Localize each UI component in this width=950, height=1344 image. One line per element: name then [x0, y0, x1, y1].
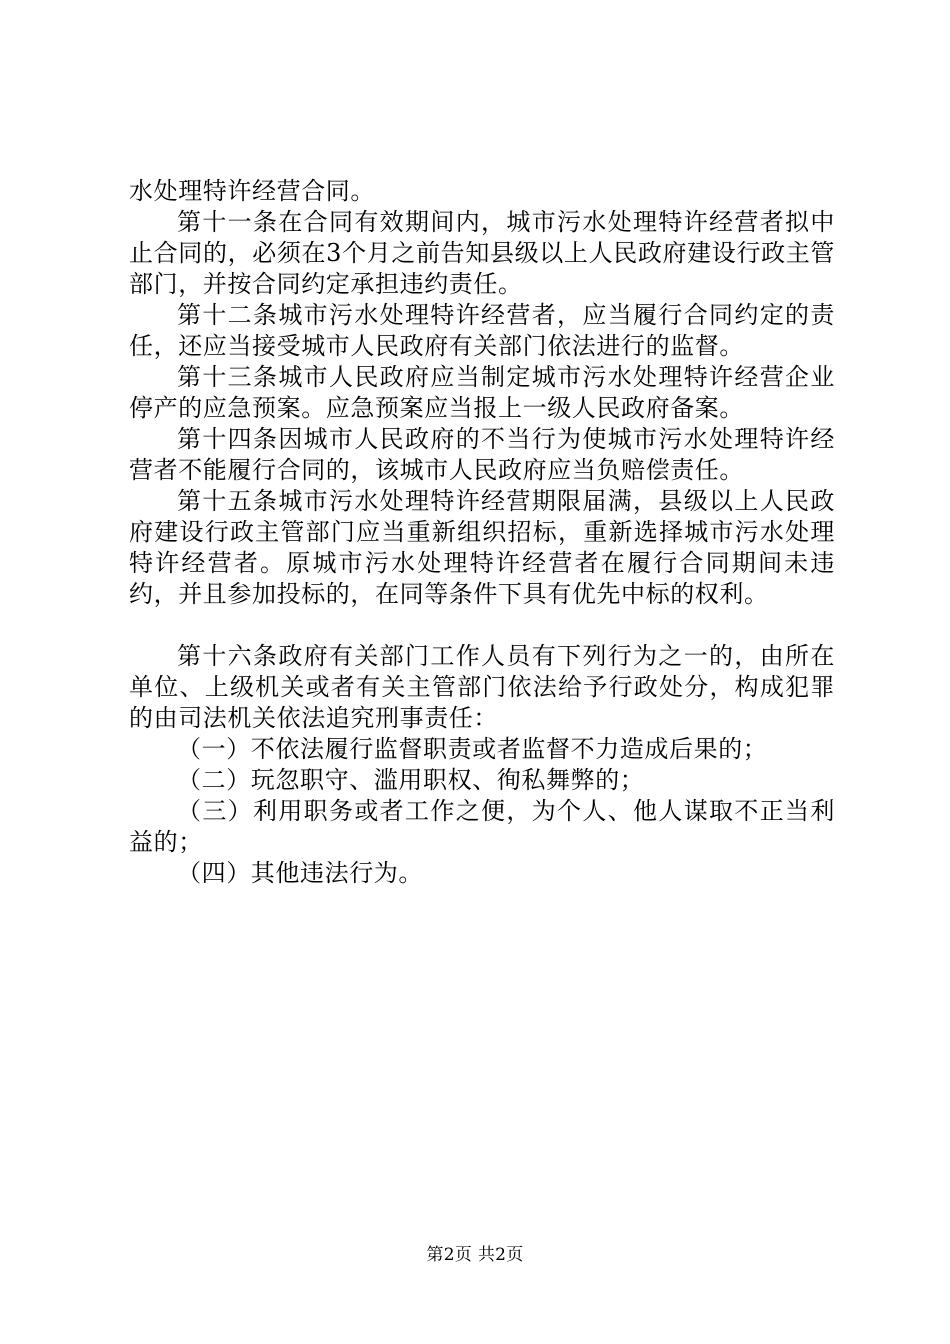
list-item-1: （一）不依法履行监督职责或者监督不力造成后果的； [177, 735, 768, 763]
paragraph-article-16: 第十六条政府有关部门工作人员有下列行为之一的，由所在单位、上级机关或者有关主管部门依法给予行政处分，构成犯罪的由司法机关依法追究刑事责任： [129, 642, 835, 732]
paragraph-gap [129, 610, 835, 641]
paragraph-article-11: 第十一条在合同有效期间内，城市污水处理特许经营者拟中止合同的，必须在3个月之前告知县级以上人民政府建设行政主管部门，并按合同约定承担违约责任。 [129, 208, 835, 298]
paragraph-continuation: 水处理特许经营合同。 [129, 177, 375, 205]
paragraph-article-14: 第十四条因城市人民政府的不当行为使城市污水处理特许经营者不能履行合同的，该城市人民政府应当负赔偿责任。 [129, 425, 835, 484]
paragraph-article-13: 第十三条城市人民政府应当制定城市污水处理特许经营企业停产的应急预案。应急预案应当报上一级人民政府备案。 [129, 363, 835, 422]
paragraph-article-15: 第十五条城市污水处理特许经营期限届满，县级以上人民政府建设行政主管部门应当重新组织招标，重新选择城市污水处理特许经营者。原城市污水处理特许经营者在履行合同期间未违约，并且参加投标的，在同等条件下具有优先中标的权利。 [129, 487, 835, 608]
document-body [129, 176, 835, 889]
list-item-3: （三）利用职务或者工作之便，为个人、他人谋取不正当利益的； [129, 797, 835, 856]
paragraph-article-12: 第十二条城市污水处理特许经营者，应当履行合同约定的责任，还应当接受城市人民政府有关部门依法进行的监督。 [129, 301, 835, 360]
page-footer: 第2页 共2页 [426, 1245, 524, 1265]
list-item-4: （四）其他违法行为。 [177, 859, 423, 887]
list-item-2: （二）玩忽职守、滥用职权、徇私舞弊的； [177, 766, 645, 794]
